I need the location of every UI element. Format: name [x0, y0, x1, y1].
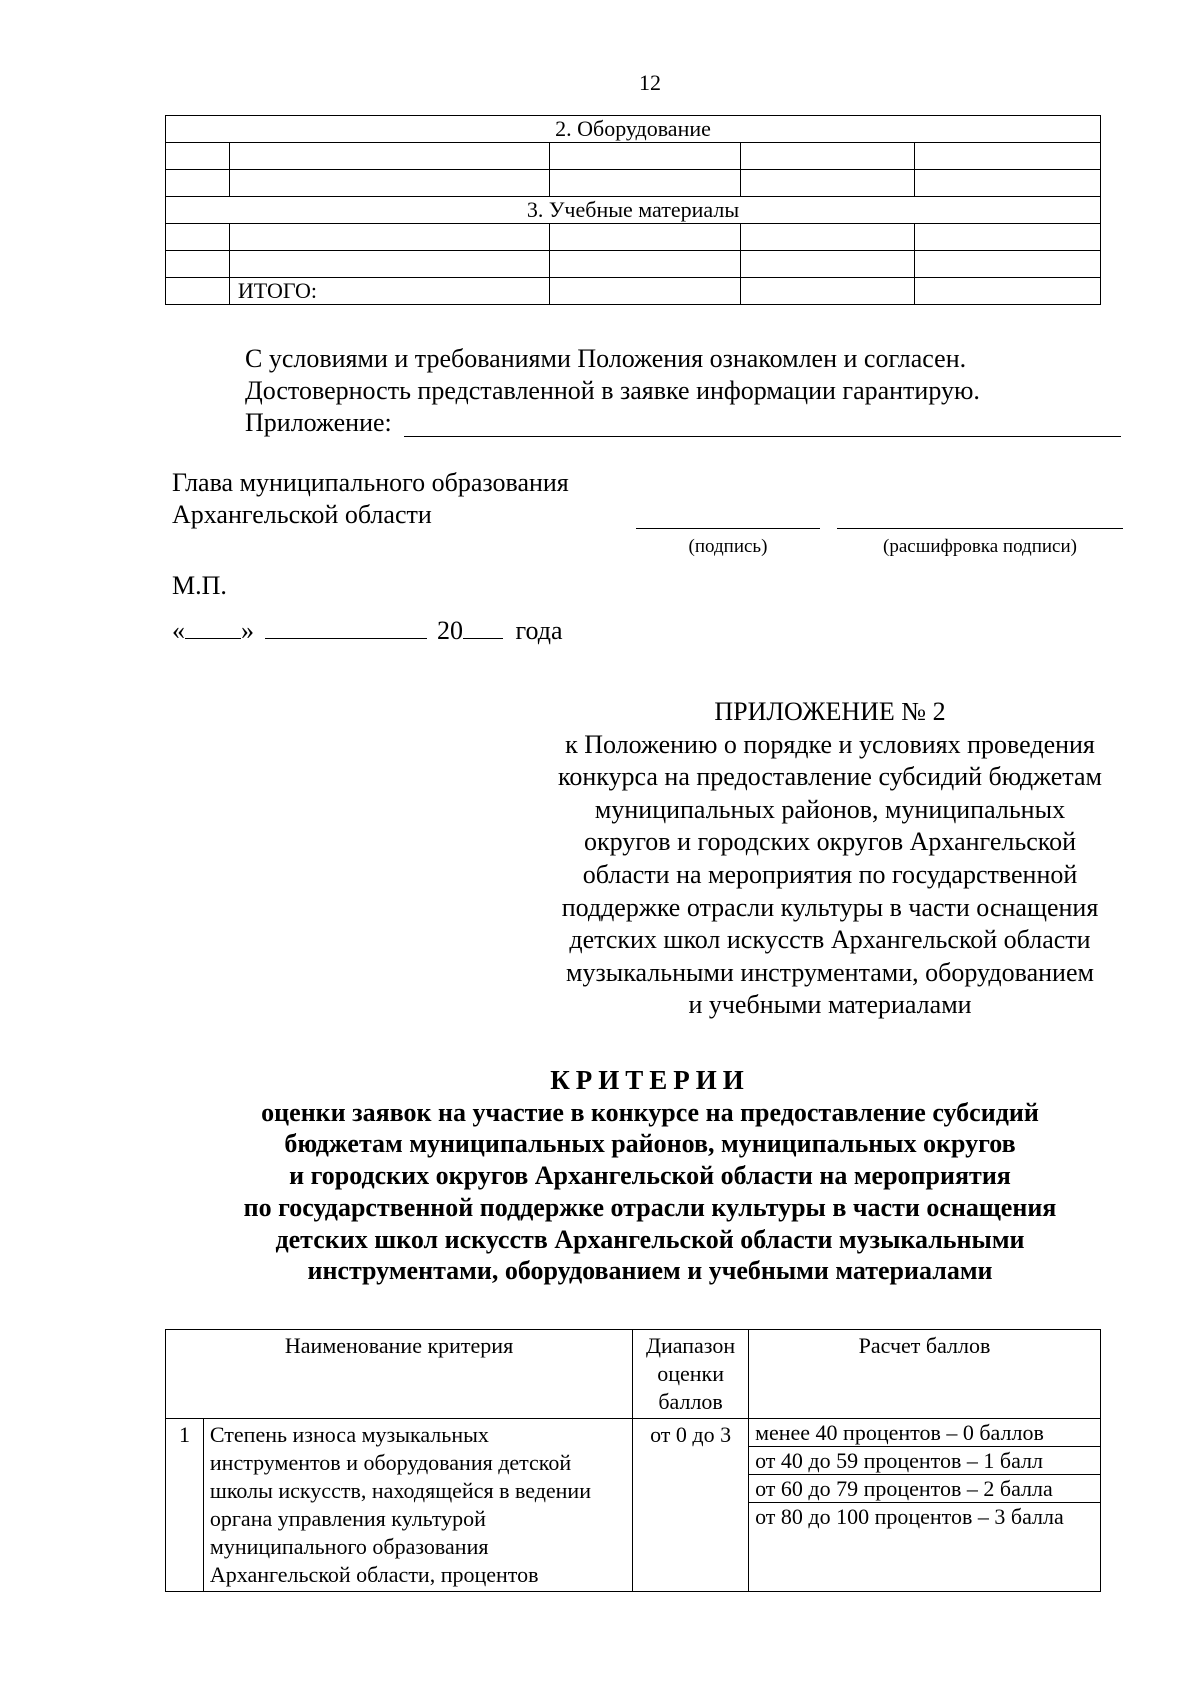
- appendix-line: музыкальными инструментами, оборудованием: [566, 957, 1094, 987]
- signature-decode-caption: (расшифровка подписи): [883, 536, 1077, 557]
- table-row: [166, 197, 1101, 224]
- criteria-heading: [0, 1065, 1200, 1287]
- calc-line: от 60 до 79 процентов – 2 балла: [749, 1475, 1100, 1503]
- appendix-line: муниципальных районов, муниципальных: [594, 794, 1066, 824]
- calc-line: от 40 до 59 процентов – 1 балл: [749, 1447, 1100, 1475]
- table-header-row: [166, 1330, 1101, 1419]
- date-day-blank: [185, 616, 241, 639]
- date-suffix: года: [515, 616, 563, 645]
- criteria-table: [165, 1329, 1101, 1592]
- table-row: [166, 1419, 1101, 1592]
- total-label: ИТОГО:: [229, 278, 549, 305]
- criterion-name-line: Степень износа музыкальных: [209, 1422, 489, 1447]
- criteria-title: КРИТЕРИИ: [550, 1065, 750, 1095]
- header-range-line: баллов: [658, 1389, 723, 1414]
- criterion-score-range: от 0 до 3: [633, 1419, 749, 1592]
- appendix-line: детских школ искусств Архангельской области: [569, 925, 1091, 955]
- date-year-prefix: 20: [437, 616, 463, 645]
- appendix-line: конкурса на предоставление субсидий бюджетам: [558, 762, 1102, 792]
- budget-table: [165, 115, 1101, 305]
- table-row: [166, 278, 1101, 305]
- section-equipment-header: 2. Оборудование: [166, 116, 1101, 143]
- date-month-blank: [265, 616, 427, 639]
- appendix-line: округов и городских округов Архангельской: [583, 827, 1076, 857]
- criteria-subtitle-line: и городских округов Архангельской области на мероприятия: [289, 1161, 1011, 1191]
- table-row: [166, 116, 1101, 143]
- date-close-quote: »: [241, 616, 254, 645]
- appendix-block: [500, 696, 1160, 1022]
- signature-caption: (подпись): [688, 536, 768, 557]
- header-range-line: Диапазон: [646, 1333, 736, 1358]
- criterion-name-line: органа управления культурой: [209, 1506, 486, 1531]
- criterion-name-line: Архангельской области, процентов: [209, 1562, 539, 1587]
- appendix-line: области на мероприятия по государственной: [582, 859, 1078, 889]
- criteria-subtitle-line: бюджетам муниципальных районов, муниципальных округов: [284, 1129, 1016, 1159]
- date-year-blank: [463, 616, 503, 639]
- criterion-name-line: муниципального образования: [209, 1534, 489, 1559]
- calc-line: от 80 до 100 процентов – 3 балла: [755, 1504, 1064, 1529]
- header-score-calculation: Расчет баллов: [749, 1330, 1101, 1419]
- criteria-subtitle-line: инструментами, оборудованием и учебными материалами: [307, 1256, 993, 1286]
- appendix-title: ПРИЛОЖЕНИЕ № 2: [714, 697, 946, 726]
- table-row: [166, 143, 1101, 170]
- calc-line: менее 40 процентов – 0 баллов: [749, 1419, 1100, 1447]
- official-position-line2: Архангельской области: [172, 500, 432, 529]
- section-materials-header: 3. Учебные материалы: [166, 197, 1101, 224]
- date-open-quote: «: [172, 616, 185, 645]
- appendix-line: к Положению о порядке и условиях проведения: [565, 729, 1095, 759]
- table-row: [166, 170, 1101, 197]
- criteria-subtitle-line: по государственной поддержке отрасли культуры в части оснащения: [243, 1192, 1057, 1222]
- signature-line: [636, 528, 820, 529]
- page-number: 12: [639, 70, 661, 95]
- criterion-name: [203, 1419, 632, 1592]
- agreement-statement: С условиями и требованиями Положения ознакомлен и согласен.: [245, 344, 967, 373]
- date-line: [172, 615, 563, 647]
- criterion-score-calculation: [749, 1419, 1101, 1592]
- signature-decode-line: [837, 528, 1123, 529]
- stamp-label: М.П.: [172, 571, 227, 600]
- official-position-line1: Глава муниципального образования: [172, 468, 569, 497]
- appendix-line: поддержке отрасли культуры в части оснащения: [561, 892, 1099, 922]
- criteria-subtitle-line: оценки заявок на участие в конкурсе на предоставление субсидий: [261, 1097, 1039, 1127]
- table-row: [166, 251, 1101, 278]
- table-row: [166, 224, 1101, 251]
- criterion-name-line: инструментов и оборудования детской: [209, 1450, 572, 1475]
- header-score-range: [633, 1330, 749, 1419]
- header-range-line: оценки: [657, 1361, 724, 1386]
- row-number: 1: [166, 1419, 204, 1592]
- attachment-line: [404, 436, 1121, 437]
- criterion-name-line: школы искусств, находящейся в ведении: [209, 1478, 591, 1503]
- appendix-line: и учебными материалами: [688, 990, 972, 1020]
- criteria-subtitle-line: детских школ искусств Архангельской области музыкальными: [275, 1224, 1025, 1254]
- accuracy-statement: Достоверность представленной в заявке информации гарантирую.: [245, 376, 980, 405]
- header-criterion-name: Наименование критерия: [166, 1330, 633, 1419]
- attachment-label: Приложение:: [245, 408, 392, 437]
